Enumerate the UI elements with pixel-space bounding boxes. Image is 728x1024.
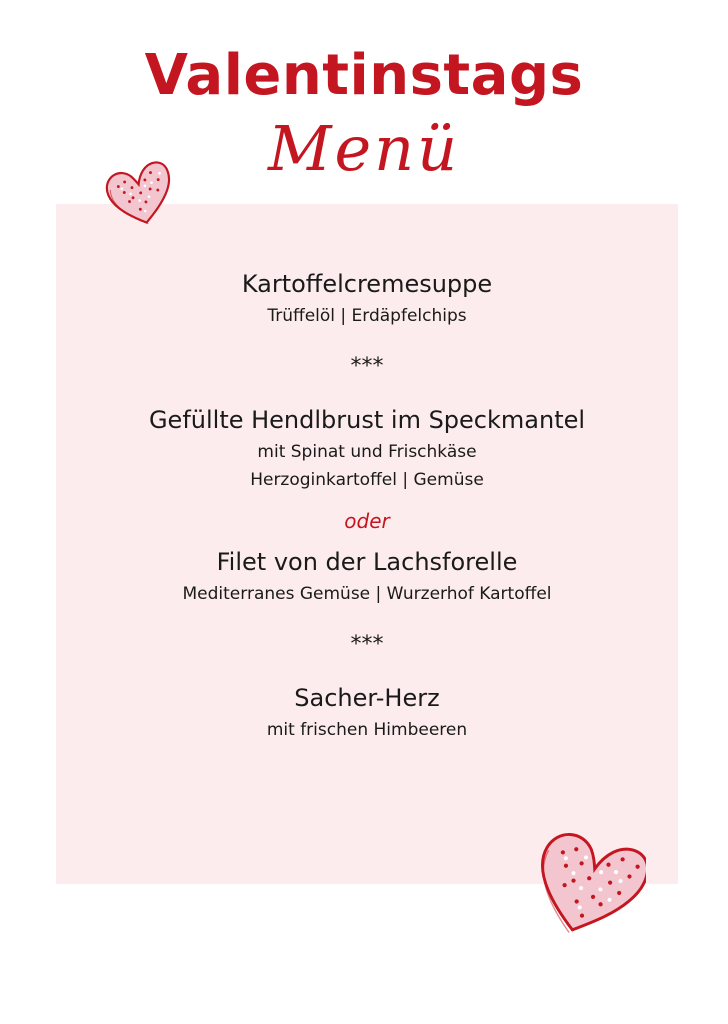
dish-description: Herzoginkartoffel | Gemüse bbox=[250, 470, 484, 490]
dish-description: mit frischen Himbeeren bbox=[266, 720, 468, 740]
or-label: oder bbox=[344, 509, 390, 533]
dish-name: Filet von der Lachsforelle bbox=[216, 548, 518, 576]
course-main-2 bbox=[56, 544, 678, 608]
course-separator: *** bbox=[350, 354, 384, 379]
dish-description: Mediterranes Gemüse | Wurzerhof Kartoffel bbox=[182, 584, 552, 604]
heart-icon bbox=[528, 826, 646, 944]
course-dessert bbox=[56, 680, 678, 744]
page-subtitle: Menü bbox=[267, 112, 461, 185]
menu-list bbox=[56, 266, 678, 744]
course-main-1 bbox=[56, 402, 678, 494]
dish-name: Sacher-Herz bbox=[294, 684, 440, 712]
dish-name: Kartoffelcremesuppe bbox=[241, 270, 493, 298]
page-title: Valentinstags bbox=[144, 43, 584, 108]
dish-description: Trüffelöl | Erdäpfelchips bbox=[267, 306, 467, 326]
dish-description: mit Spinat und Frischkäse bbox=[257, 442, 477, 462]
heart-icon bbox=[104, 160, 176, 232]
dish-name: Gefüllte Hendlbrust im Speckmantel bbox=[148, 406, 586, 434]
course-separator: *** bbox=[350, 632, 384, 657]
course-starter bbox=[56, 266, 678, 330]
